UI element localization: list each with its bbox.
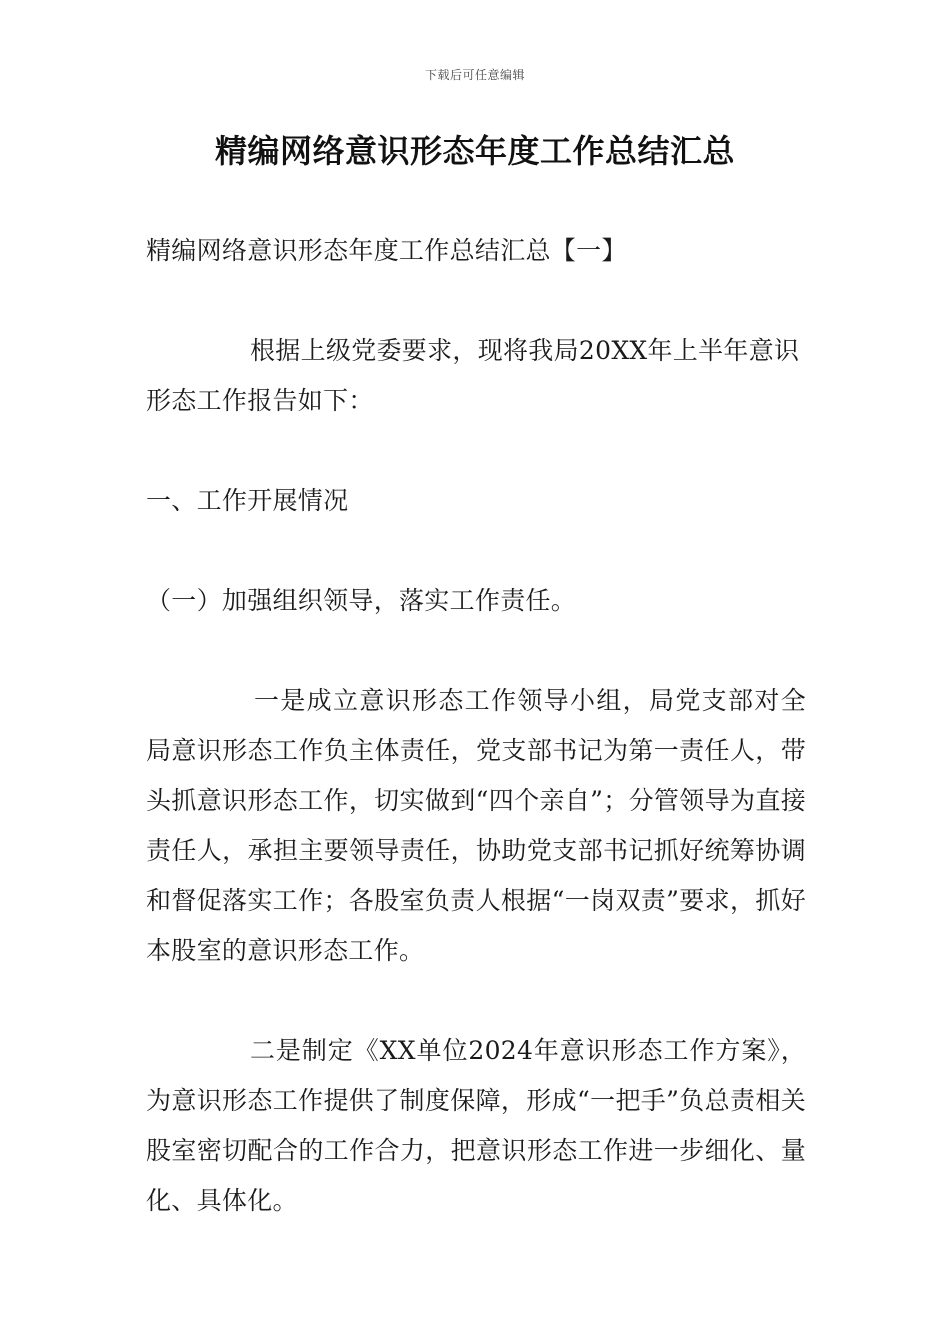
subsection-heading: （一）加强组织领导，落实工作责任。 — [146, 586, 577, 615]
header-note: 下载后可任意编辑 — [424, 68, 525, 82]
intro-paragraph: 根据上级党委要求，现将我局20XX年上半年意识形态工作报告如下： — [146, 336, 800, 415]
document-subtitle: 精编网络意识形态年度工作总结汇总【一】 — [146, 236, 627, 265]
section-heading: 一、工作开展情况 — [146, 486, 349, 515]
body-paragraph-1: 一是成立意识形态工作领导小组，局党支部对全局意识形态工作负主体责任，党支部书记为第一责任人，带头抓意识形态工作，切实做到“四个亲自”；分管领导为直接责任人，承担主要领导责任，协助党支部书记抓好统筹协调和督促落实工作；各股室负责人根据“一岗双责”要求，抓好本股室的意识形态工作。 — [146, 686, 806, 965]
document-body — [146, 226, 806, 1226]
document-title: 精编网络意识形态年度工作总结汇总 — [214, 132, 735, 170]
body-paragraph-2: 二是制定《XX单位2024年意识形态工作方案》，为意识形态工作提供了制度保障，形成“一把手”负总责相关股室密切配合的工作合力，把意识形态工作进一步细化、量化、具体化。 — [146, 1036, 806, 1215]
